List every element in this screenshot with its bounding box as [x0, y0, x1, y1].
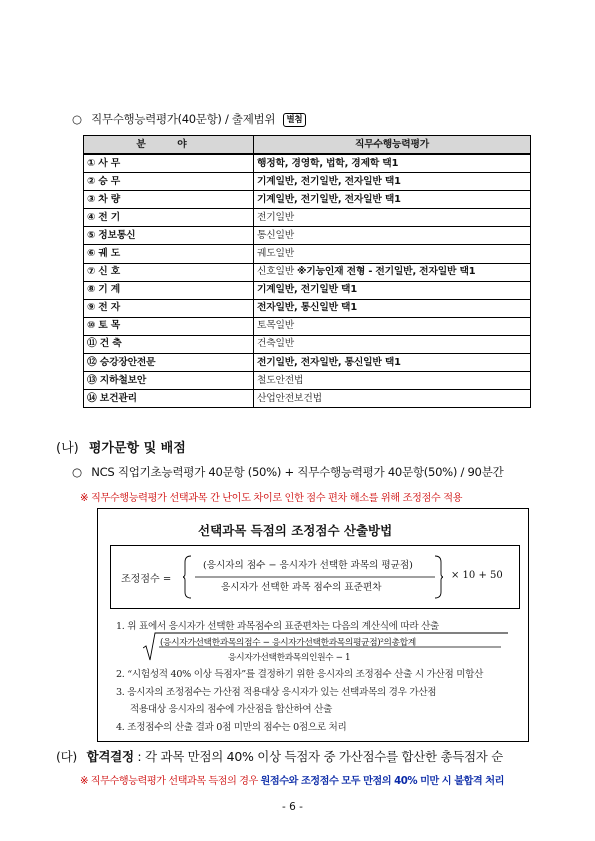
table-row	[84, 281, 531, 299]
field-cell: ⑭ 보건관리	[84, 390, 254, 408]
formula-denominator: 응시자가 선택한 과목 점수의 표준편차	[221, 582, 382, 593]
range-cell: 통신일반	[254, 227, 531, 245]
table-row	[84, 335, 531, 353]
section2-title: 평가문항 및 배점	[88, 441, 186, 456]
field-cell: ① 사 무	[84, 154, 254, 173]
range-cell: 기계일반, 전기일반 택1	[254, 281, 531, 299]
field-cell: ② 승 무	[84, 173, 254, 191]
page-number: - 6 -	[282, 801, 303, 813]
section2-note: ※ 직무수행능력평가 선택과목 간 난이도 차이로 인한 점수 편차 해소를 위해 조정점수 적용	[80, 493, 463, 504]
range-cell: 토목일반	[254, 317, 531, 335]
section2-heading	[56, 437, 186, 456]
field-cell: ⑦ 신 호	[84, 263, 254, 281]
table-row	[84, 227, 531, 245]
range-cell: 산업안전보건법	[254, 390, 531, 408]
field-cell: ③ 차 량	[84, 191, 254, 209]
range-cell: 전자일반, 통신일반 택1	[254, 299, 531, 317]
bullet-circle: ○	[72, 465, 82, 479]
note-4: 4. 조정점수의 산출 결과 0점 미만의 점수는 0점으로 처리	[116, 722, 347, 733]
section3-text: : 각 과목 만점의 40% 이상 득점자 중 가산점수를 합산한 총득점자 순	[137, 749, 504, 764]
section1-line	[72, 111, 306, 127]
range-cell: 건축일반	[254, 335, 531, 353]
formula-title: 선택과목 득점의 조정점수 산출방법	[198, 523, 393, 538]
field-cell: ⑥ 궤 도	[84, 245, 254, 263]
header-range: 직무수행능력평가	[254, 136, 531, 155]
section3-note	[80, 772, 504, 787]
note-3b: 적용대상 응시자의 점수에 가산점을 합산하여 산출	[130, 704, 333, 715]
table-row	[84, 173, 531, 191]
section3-line	[56, 747, 503, 765]
section2-line	[72, 464, 503, 480]
note-1: 1. 위 표에서 응시자가 선택한 과목점수의 표준편차는 다음의 계산식에 따라 산출	[116, 621, 440, 632]
section2-text: NCS 직업기초능력평가 40문항 (50%) + 직무수행능력평가 40문항(50%) / 90분간	[91, 465, 504, 479]
subject-table	[83, 135, 531, 408]
range-cell: 궤도일반	[254, 245, 531, 263]
table-row	[84, 317, 531, 335]
note-2: 2. “시험성적 40% 이상 득점자”를 결정하기 위한 응시자의 조정점수 산출 시 가산점 미합산	[116, 669, 484, 680]
field-cell: ⑪ 건 축	[84, 335, 254, 353]
header-field: 분 야	[84, 136, 254, 155]
section3-note-red: ※ 직무수행능력평가 선택과목 득점의 경우	[80, 776, 261, 787]
field-cell: ⑧ 기 계	[84, 281, 254, 299]
range-cell: 전기일반, 전자일반, 통신일반 택1	[254, 354, 531, 372]
appendix-badge: 별첨	[283, 113, 307, 127]
table-row	[84, 299, 531, 317]
formula-lhs: 조정점수 =	[121, 574, 172, 585]
table-row	[84, 191, 531, 209]
table-row	[84, 245, 531, 263]
range-cell: 행정학, 경영학, 법학, 경제학 택1	[254, 154, 531, 173]
sd-numerator: (응시자가선택한과목의점수 − 응시자가선택한과목의평균점)²의총합계	[160, 638, 416, 648]
section2-label: (나)	[56, 441, 79, 456]
bullet-circle: ○	[72, 112, 82, 126]
field-cell: ④ 전 기	[84, 209, 254, 227]
section3-label: (다)	[56, 749, 77, 764]
note-3a: 3. 응시자의 조정점수는 가산점 적용대상 응시자가 있는 선택과목의 경우 가산점	[116, 687, 437, 698]
range-cell	[254, 263, 531, 281]
field-cell: ⑩ 토 목	[84, 317, 254, 335]
field-cell: ⑬ 지하철보안	[84, 372, 254, 390]
formula-numerator: (응시자의 점수 − 응시자가 선택한 과목의 평균점)	[203, 560, 413, 571]
field-cell: ⑫ 승강장안전문	[84, 354, 254, 372]
range-cell: 기계일반, 전기일반, 전자일반 택1	[254, 173, 531, 191]
range-cell: 기계일반, 전기일반, 전자일반 택1	[254, 191, 531, 209]
table-row	[84, 263, 531, 281]
range-cell: 철도안전법	[254, 372, 531, 390]
table-row	[84, 154, 531, 173]
table-row	[84, 390, 531, 408]
table-header-row	[84, 136, 531, 155]
field-cell: ⑨ 전 자	[84, 299, 254, 317]
section3-title: 합격결정	[86, 749, 134, 764]
section3-note-blue: 원점수와 조정점수 모두 만점의 40% 미만 시 불합격 처리	[260, 776, 504, 787]
field-cell: ⑤ 정보통신	[84, 227, 254, 245]
formula-tail: × 10 + 50	[451, 570, 503, 581]
range-bold: ※기능인재 전형 - 전기일반, 전자일반 택1	[296, 266, 476, 278]
table-row	[84, 209, 531, 227]
range-cell: 전기일반	[254, 209, 531, 227]
range-plain: 신호일반	[257, 266, 297, 278]
table-row	[84, 372, 531, 390]
section1-text: 직무수행능력평가(40문항) / 출제범위	[91, 112, 276, 126]
sd-denominator: 응시자가선택한과목의인원수 − 1	[228, 653, 351, 663]
table-row	[84, 354, 531, 372]
